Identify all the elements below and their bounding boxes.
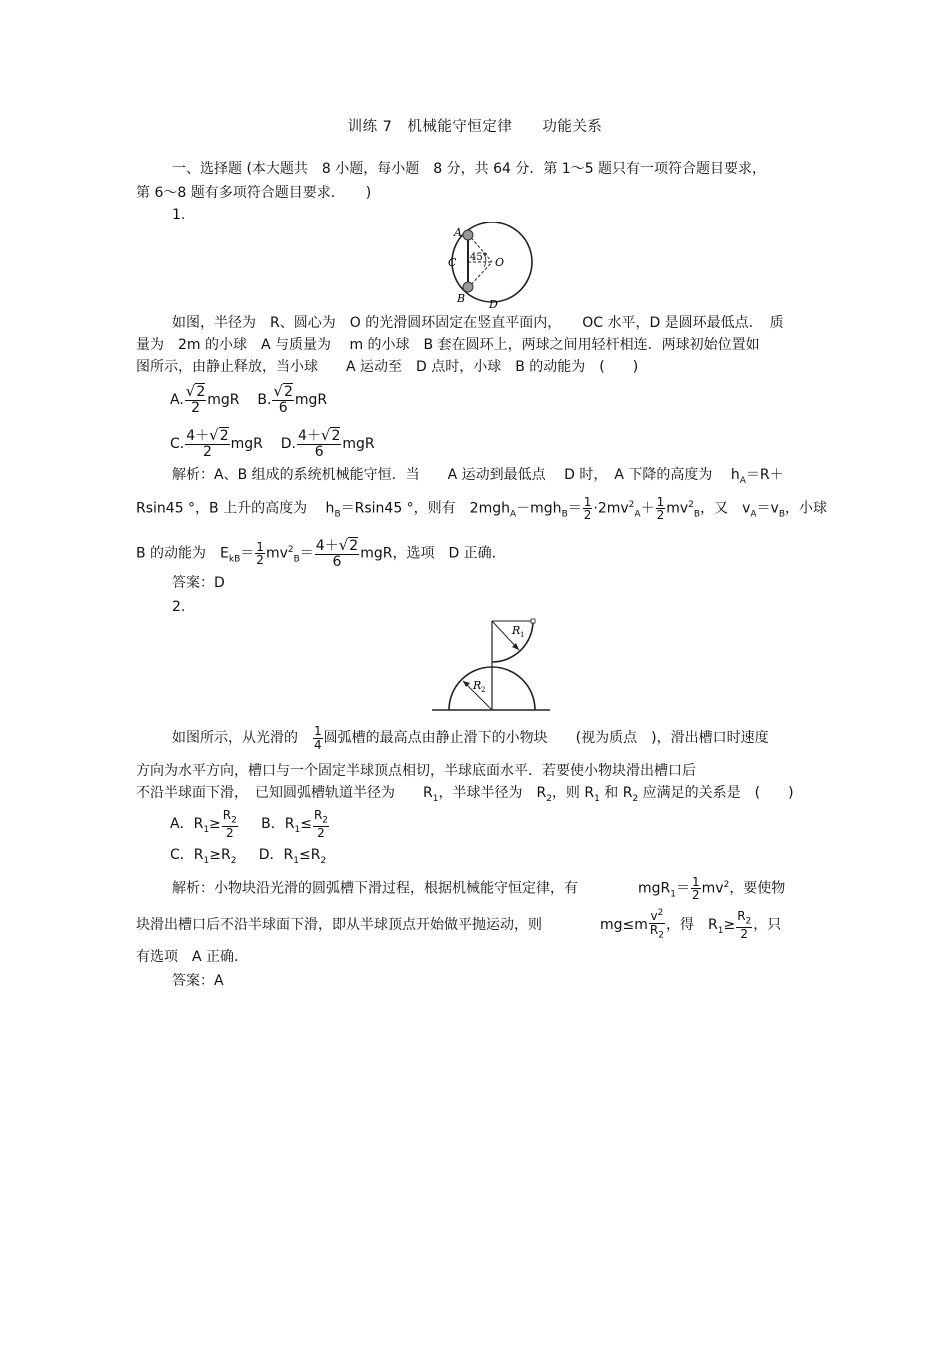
q1-number: 1. bbox=[172, 207, 186, 223]
q1-label-C: C bbox=[448, 256, 457, 269]
q2-stem-line1: 如图所示，从光滑的 $\frac{1}{4}$ 圆弧槽的最高点由静止滑下的小物块 (视为质点 )，滑出槽口时速度 bbox=[172, 723, 769, 752]
q1-analysis-line3: B 的动能为 $E_{kB}=$ $\frac{1}{2}$ $mv^2_B=$ $\frac{4+√2}{6}$ mgR，选项 D 正确． bbox=[136, 535, 506, 570]
q1-label-O: O bbox=[495, 256, 505, 269]
q2-label-R1-sub: 1 bbox=[520, 631, 525, 639]
q2-arc-hemisphere-figure bbox=[432, 616, 550, 714]
q2-answer: 答案：A bbox=[172, 973, 224, 989]
q2-label-R2: R bbox=[473, 679, 482, 692]
q2-analysis-line2: 块滑出槽口后不沿半球面下滑，即从半球顶点开始做平抛运动，则 mg≤m $\frac{v^2}{R_2}$ ，得 $R_1\ge$ $\frac{R_2}{2}$ ，只 bbox=[136, 908, 782, 941]
section-instruction-line1: 一、选择题 (本大题共 8 小题，每小题 8 分，共 64 分．第 1～5 题只有一项符合题目要求， bbox=[172, 161, 767, 177]
q1-stem-line1: 如图，半径为 R、圆心为 O 的光滑圆环固定在竖直平面内， OC 水平，D 是圆环最低点． 质 bbox=[172, 315, 784, 331]
q1-stem-line2: 量为 2m 的小球 A 与质量为 m 的小球 B 套在圆环上，两球之间用轻杆相连．两球初始位置如 bbox=[136, 337, 760, 353]
q2-stem-line3: 不沿半球面下滑， 已知圆弧槽轨道半径为 $R_1$，半球半径为 $R_2$，则 $R_1$ 和 $R_2$ 应满足的关系是 ( ) bbox=[136, 785, 794, 804]
q1-options-ab: A. $\frac{√2}{2}$ mgR B. $\frac{√2}{6}$ mgR bbox=[170, 382, 328, 417]
q1-label-B: B bbox=[457, 292, 466, 305]
q1-stem-line3: 图所示，由静止释放，当小球 A 运动至 D 点时，小球 B 的动能为 ( ) bbox=[136, 359, 639, 375]
q1-answer: 答案：D bbox=[172, 575, 225, 591]
q2-options-cd: C．$R_1\ge R_2$ D．$R_1\le R_2$ bbox=[170, 847, 327, 866]
q2-analysis-line1: 解析：小物块沿光滑的圆弧槽下滑过程，根据机械能守恒定律，有 mgR$_1$＝ $\frac{1}{2}$ $mv^2$，要使物 bbox=[172, 874, 786, 903]
q1-angle-label: 45° bbox=[470, 252, 488, 263]
q1-label-A: A bbox=[454, 226, 462, 239]
q2-number: 2. bbox=[172, 599, 186, 615]
q2-label-R1: R bbox=[512, 624, 521, 637]
q2-analysis-line3: 有选项 A 正确． bbox=[136, 949, 249, 965]
q2-options-ab: A．$R_1\ge$ $\frac{R_2}{2}$ B．$R_1\le$ $\frac{R_2}{2}$ bbox=[170, 807, 329, 840]
q1-analysis-line1: 解析：A、B 组成的系统机械能守恒．当 A 运动到最低点 D 时， A 下降的高度为 $h_A=R+$ bbox=[172, 467, 784, 486]
q1-options-cd: C. $\frac{4+√2}{2}$ mgR D. $\frac{4+√2}{6}$ mgR bbox=[170, 426, 375, 461]
section-instruction-line2: 第 6～8 题有多项符合题目要求． ) bbox=[136, 185, 372, 201]
page-title: 训练 7 机械能守恒定律 功能关系 bbox=[347, 119, 603, 135]
q2-label-R2-sub: 2 bbox=[481, 686, 486, 694]
q1-label-D: D bbox=[489, 298, 498, 310]
q1-circle-figure bbox=[440, 222, 540, 310]
q1-analysis-line2: Rsin45 °，B 上升的高度为 $h_B=Rsin45$ °，则有 2mgh$_A$－mgh$_B$＝ $\frac{1}{2}$ $\cdot 2mv^2_A+$ $\frac{1}{2}$ $mv^2_B$，又 $v_A=v_B$，小球 bbox=[136, 494, 828, 523]
q2-stem-line2: 方向为水平方向，槽口与一个固定半球顶点相切，半球底面水平．若要使小物块滑出槽口后 bbox=[136, 763, 696, 779]
